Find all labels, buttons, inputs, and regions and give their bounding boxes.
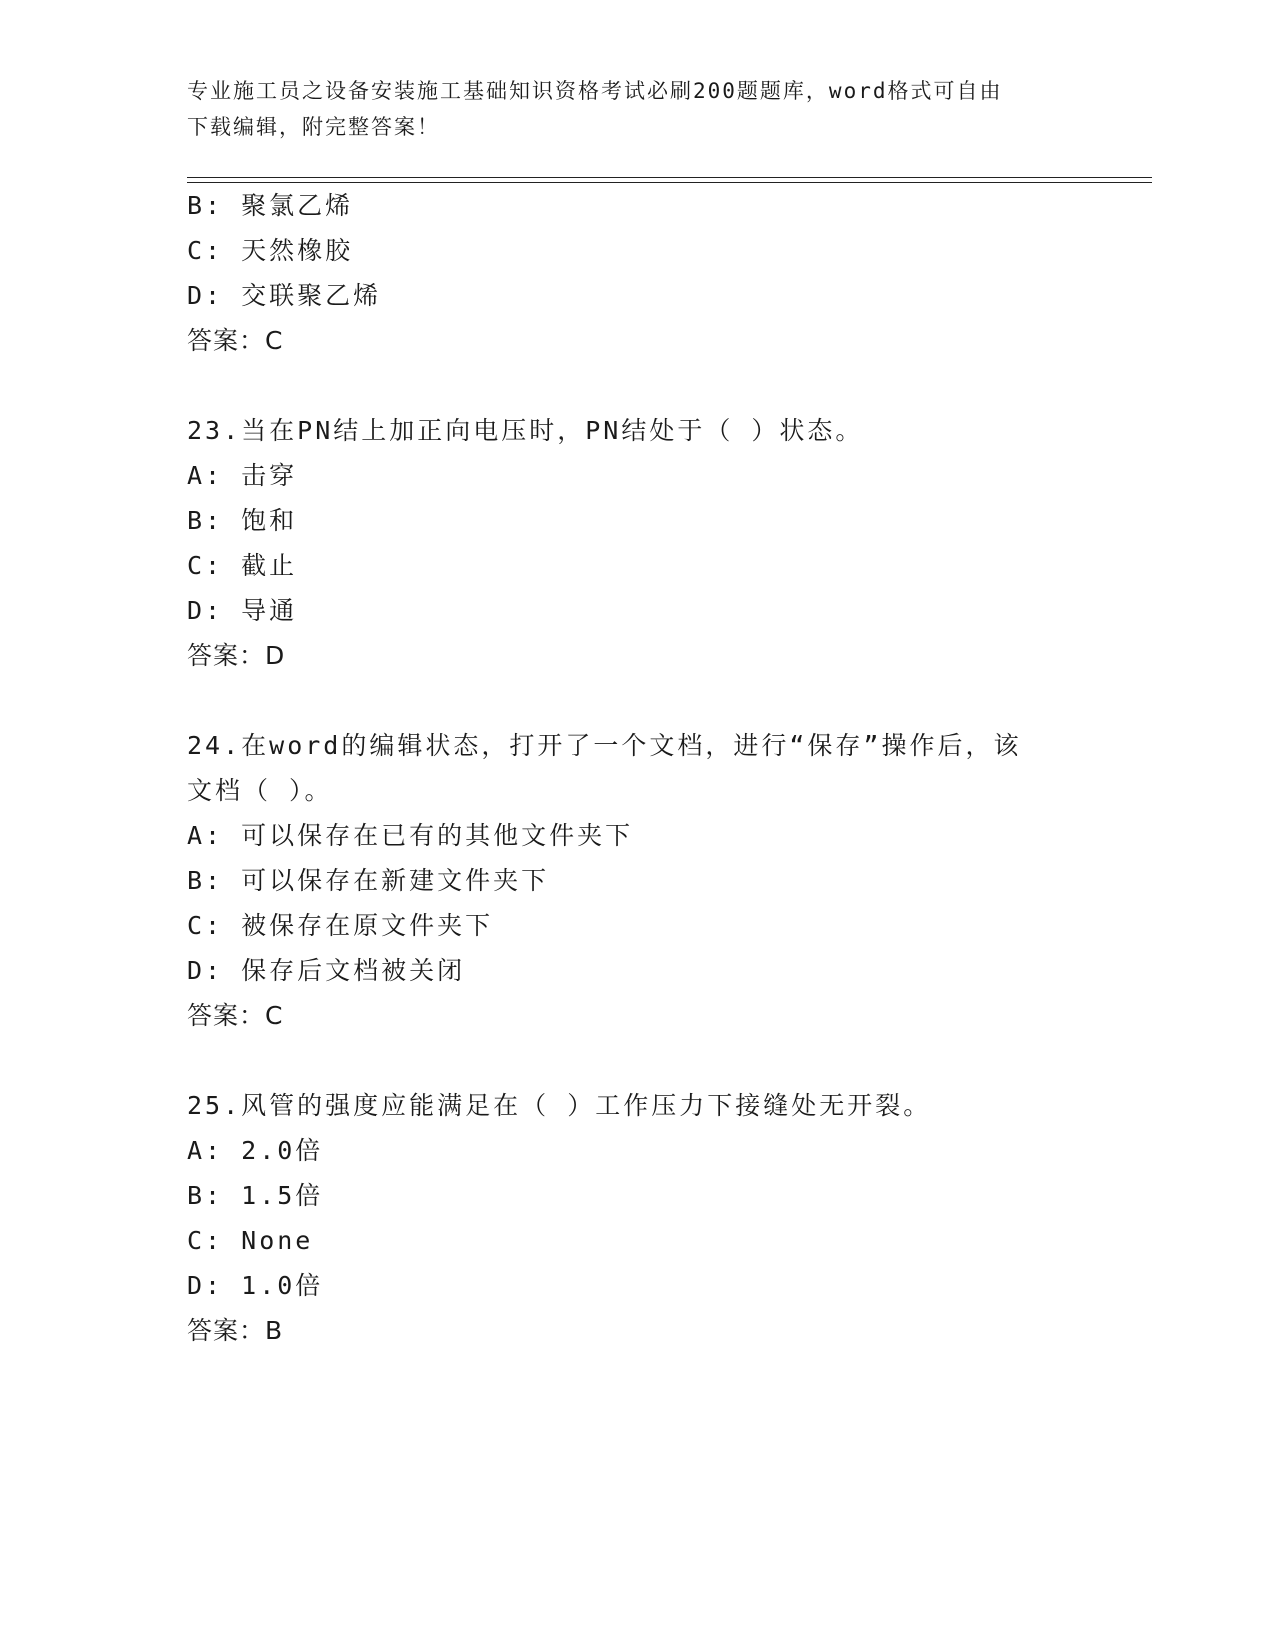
question-23-option-d: D: 导通 — [187, 596, 298, 625]
question-23-answer: 答案：D — [187, 641, 286, 670]
question-24-option-b: B: 可以保存在新建文件夹下 — [187, 866, 550, 895]
header-line-1: 专业施工员之设备安装施工基础知识资格考试必刷200题题库，word格式可自由 — [187, 79, 1003, 103]
question-23-stem: 23.当在PN结上加正向电压时，PN结处于（ ）状态。 — [187, 416, 864, 445]
header-line-2: 下载编辑，附完整答案！ — [187, 115, 440, 139]
option-d: D: 交联聚乙烯 — [187, 281, 382, 310]
question-24-option-d: D: 保存后文档被关闭 — [187, 956, 466, 985]
question-24-option-c: C: 被保存在原文件夹下 — [187, 911, 494, 940]
question-23-option-c: C: 截止 — [187, 551, 298, 580]
question-25-option-b: B: 1.5倍 — [187, 1181, 324, 1210]
question-23-option-a: A: 击穿 — [187, 461, 298, 490]
question-25-option-c: C: None — [187, 1226, 314, 1255]
question-25-answer: 答案：B — [187, 1316, 284, 1345]
option-c: C: 天然橡胶 — [187, 236, 354, 265]
question-24-stem-line-1: 24.在word的编辑状态，打开了一个文档，进行“保存”操作后，该 — [187, 731, 1022, 760]
header-divider-top — [187, 177, 1152, 178]
question-24-stem-line-2: 文档（ ）。 — [187, 776, 333, 805]
answer-line: 答案：C — [187, 326, 284, 355]
option-b: B: 聚氯乙烯 — [187, 191, 354, 220]
header-divider-bottom — [187, 182, 1152, 183]
question-23-option-b: B: 饱和 — [187, 506, 298, 535]
question-24-answer: 答案：C — [187, 1001, 284, 1030]
question-25-stem: 25.风管的强度应能满足在（ ）工作压力下接缝处无开裂。 — [187, 1091, 932, 1120]
question-25-option-d: D: 1.0倍 — [187, 1271, 324, 1300]
document-header — [187, 73, 1067, 145]
question-24-option-a: A: 可以保存在已有的其他文件夹下 — [187, 821, 634, 850]
question-25-option-a: A: 2.0倍 — [187, 1136, 324, 1165]
